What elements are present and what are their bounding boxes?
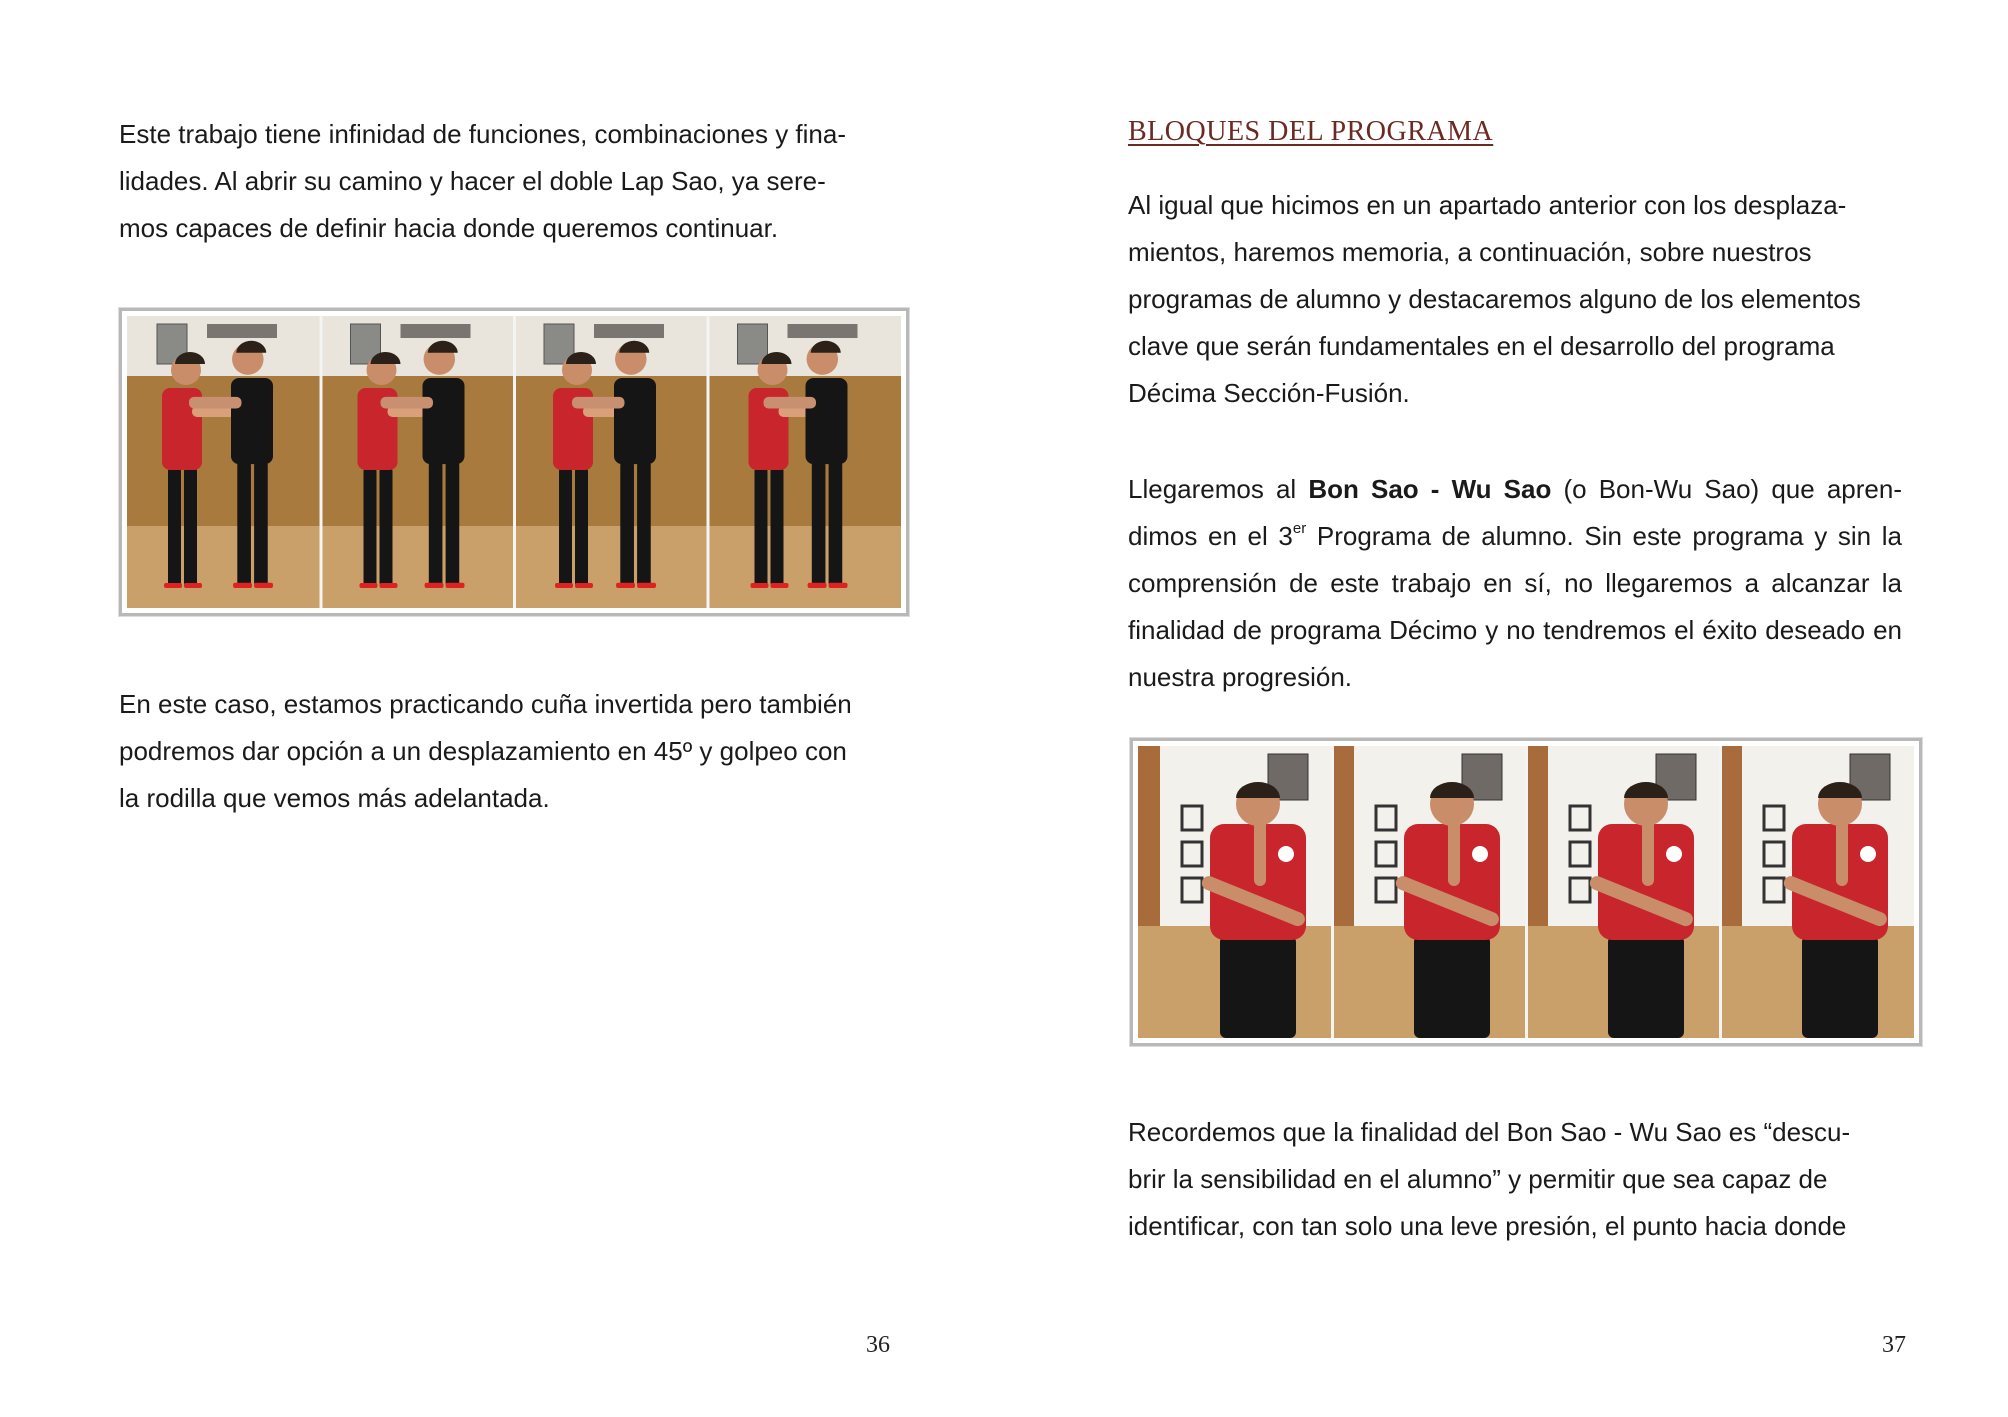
right-page bbox=[1004, 0, 2008, 1417]
left-paragraph-1: Este trabajo tiene infinidad de funciones, combinaciones y fina- lidades. Al abrir su camino y hacer el doble Lap Sao, ya sere- mos capaces de definir hacia donde queremos continuar. bbox=[119, 119, 846, 243]
sparring-photo-sequence bbox=[119, 308, 909, 616]
section-heading: BLOQUES DEL PROGRAMA bbox=[1128, 116, 1494, 147]
page-number: 37 bbox=[1882, 1332, 1906, 1358]
page-number: 36 bbox=[866, 1332, 890, 1358]
right-paragraph-1: Al igual que hicimos en un apartado anterior con los desplaza- mientos, haremos memoria, a continuación, sobre nuestros programas de alumno y destacaremos alguno de los elementos clave que serán fundamentales en el desarrollo del programa Décima Sección-Fusión. bbox=[1128, 190, 1861, 408]
left-paragraph-2: En este caso, estamos practicando cuña invertida pero también podremos dar opción a un desplazamiento en 45º y golpeo con la rodilla que vemos más adelantada. bbox=[119, 689, 852, 813]
right-paragraph-3: Recordemos que la finalidad del Bon Sao - Wu Sao es “descu- brir la sensibilidad en el alumno” y permitir que sea capaz de identificar, con tan solo una leve presión, el punto hacia donde bbox=[1128, 1117, 1851, 1241]
bon-wu-sao-photo-sequence bbox=[1130, 738, 1922, 1046]
bon-sao-wu-sao-term: Bon Sao - Wu Sao bbox=[1308, 474, 1552, 504]
right-paragraph-2: Llegaremos al Bon Sao - Wu Sao (o Bon-Wu Sao) que apren-dimos en el 3er Programa de alumno. Sin este programa y sin la comprensión de este trabajo en sí, no llegaremos a alcanzar la finalidad de programa Décimo y no tendremos el éxito deseado en nuestra progresión. bbox=[1128, 474, 1902, 692]
